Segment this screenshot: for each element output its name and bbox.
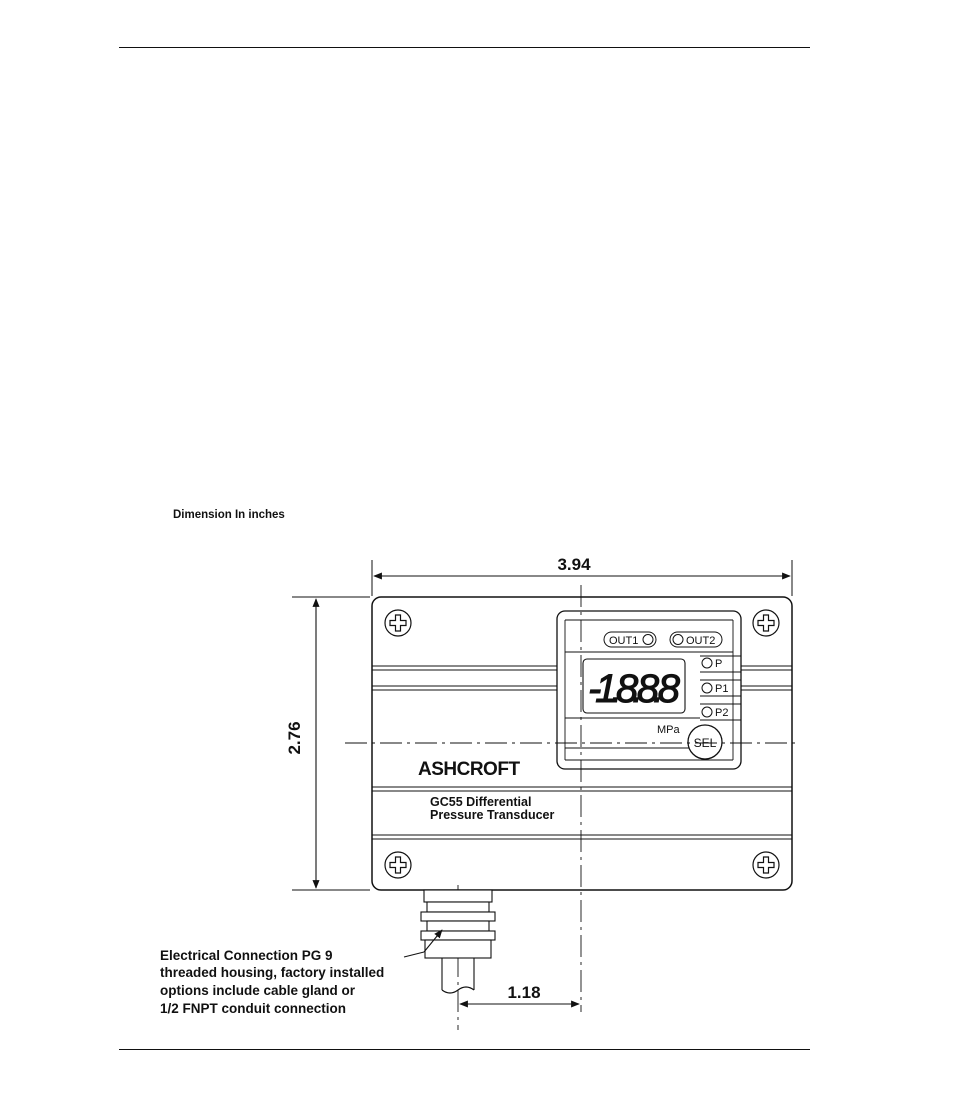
callout-line3: options include cable gland or <box>160 983 356 998</box>
width-label: 3.94 <box>557 555 591 574</box>
width-dimension <box>372 555 792 596</box>
dimension-caption: Dimension In inches <box>173 509 285 521</box>
sel-button-label: SEL <box>693 736 717 750</box>
offset-dimension <box>460 983 579 1004</box>
display-module <box>557 611 741 769</box>
height-label: 2.76 <box>285 721 304 755</box>
model-line1: GC55 Differential <box>430 795 532 809</box>
out1-label: OUT1 <box>609 635 639 647</box>
callout-line2: threaded housing, factory installed <box>160 965 385 980</box>
p2-label: P2 <box>715 707 729 719</box>
led-icon <box>673 635 683 645</box>
offset-label: 1.18 <box>507 983 541 1002</box>
callout-line1: Electrical Connection PG 9 <box>160 948 333 963</box>
unit-label: MPa <box>657 724 680 736</box>
brand-logo: ASHCROFT <box>418 759 520 780</box>
model-line2: Pressure Transducer <box>430 808 555 822</box>
height-dimension <box>285 597 370 890</box>
callout-line4: 1/2 FNPT conduit connection <box>160 1001 347 1016</box>
led-icon <box>702 658 712 668</box>
callout-leader <box>404 952 424 957</box>
led-icon <box>702 707 712 717</box>
callout-text <box>160 948 384 1016</box>
led-icon <box>702 683 712 693</box>
out2-label: OUT2 <box>686 635 716 647</box>
led-icon <box>643 635 653 645</box>
p-label: P <box>715 658 723 670</box>
lcd-digits: -1.8.8.8 <box>588 667 680 711</box>
p1-label: P1 <box>715 683 729 695</box>
